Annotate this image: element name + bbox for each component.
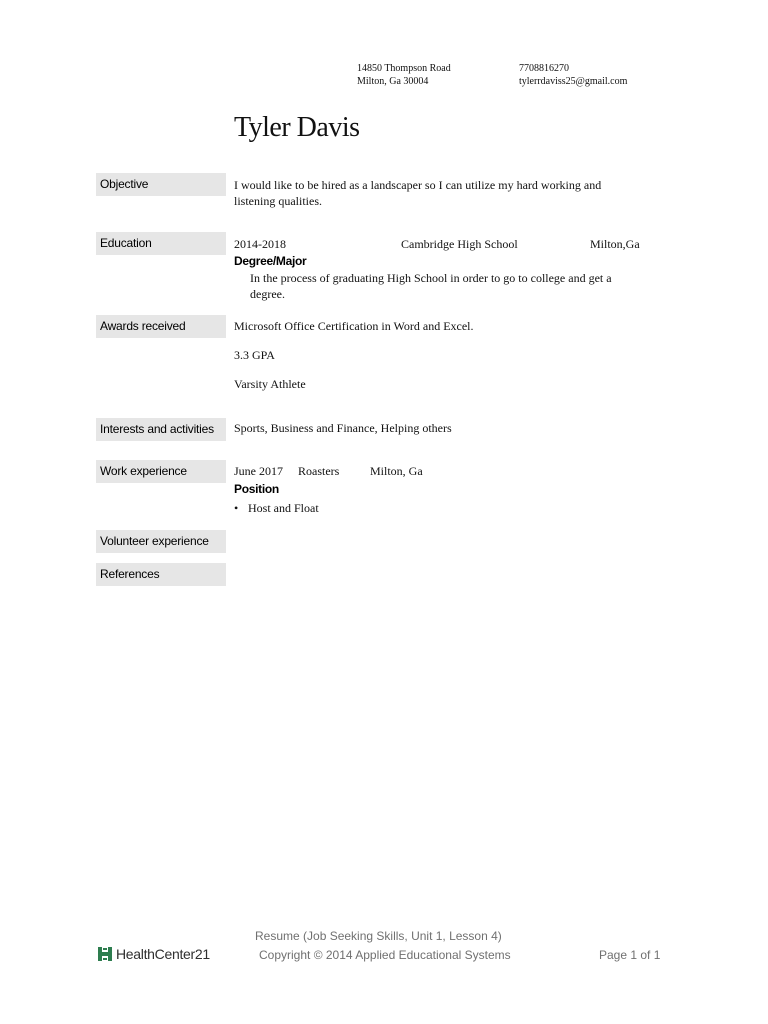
- healthcenter21-logo: [98, 946, 210, 962]
- resume-name: Tyler Davis: [234, 112, 360, 143]
- award-item: Varsity Athlete: [234, 377, 306, 391]
- section-label-work: Work experience: [96, 460, 226, 483]
- section-label-references: References: [96, 563, 226, 586]
- work-bullet-item: [234, 500, 319, 516]
- footer-resume-title: Resume (Job Seeking Skills, Unit 1, Lesson 4): [255, 929, 502, 943]
- education-years: 2014-2018: [234, 237, 286, 251]
- education-location: Milton,Ga: [590, 237, 640, 251]
- footer-page-number: Page 1 of 1: [599, 948, 661, 962]
- section-label-volunteer: Volunteer experience: [96, 530, 226, 553]
- work-bullet-text: Host and Float: [248, 501, 319, 515]
- education-desc-line-1: In the process of graduating High School in order to go to college and get a: [250, 271, 612, 285]
- education-desc-line-2: degree.: [250, 287, 285, 301]
- section-label-awards: Awards received: [96, 315, 226, 338]
- footer-copyright: Copyright © 2014 Applied Educational Systems: [259, 948, 511, 962]
- objective-line-2: listening qualities.: [234, 194, 322, 208]
- work-date: June 2017: [234, 464, 283, 478]
- work-employer: Roasters: [298, 464, 340, 478]
- work-position-heading: Position: [234, 482, 279, 496]
- education-school: Cambridge High School: [401, 237, 518, 251]
- section-label-objective: Objective: [96, 173, 226, 196]
- contact-address: [357, 62, 451, 88]
- interests-text: Sports, Business and Finance, Helping others: [234, 421, 452, 435]
- address-line-1: 14850 Thompson Road: [357, 63, 451, 74]
- healthcenter-cross-icon: [98, 947, 112, 961]
- address-line-2: Milton, Ga 30004: [357, 76, 429, 87]
- contact-phone-email: [519, 62, 627, 88]
- phone-number: 7708816270: [519, 63, 569, 74]
- objective-line-1: I would like to be hired as a landscaper so I can utilize my hard working and: [234, 178, 602, 192]
- award-item: 3.3 GPA: [234, 348, 275, 362]
- education-degree-heading: Degree/Major: [234, 254, 307, 268]
- logo-text: HealthCenter21: [116, 946, 210, 962]
- bullet-icon: •: [234, 501, 239, 515]
- award-item: Microsoft Office Certification in Word and Excel.: [234, 319, 474, 333]
- email-address: tylerrdaviss25@gmail.com: [519, 76, 628, 87]
- work-location: Milton, Ga: [370, 464, 423, 478]
- section-label-interests: Interests and activities: [96, 418, 226, 441]
- section-label-education: Education: [96, 232, 226, 255]
